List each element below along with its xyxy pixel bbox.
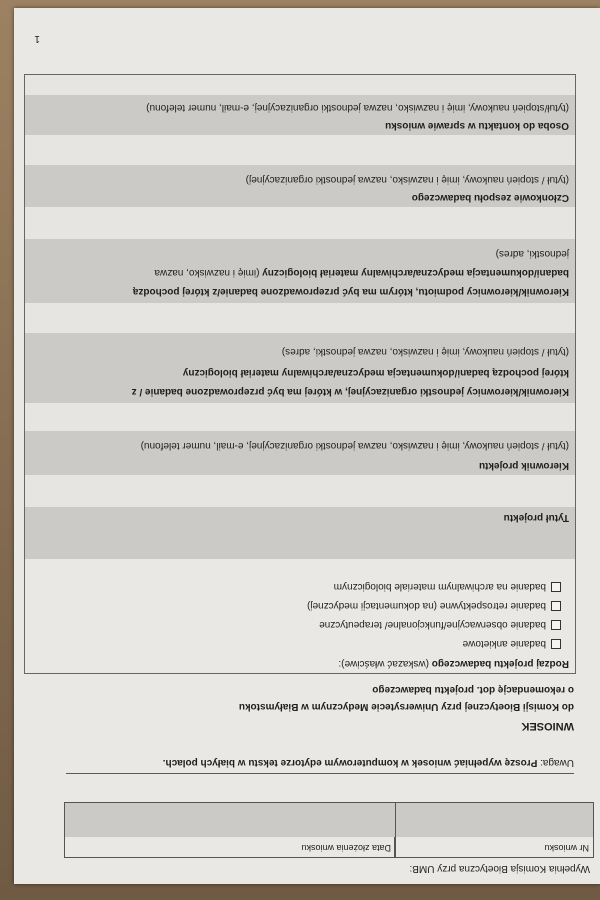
title-line-2: o rekomendację dot. projektu badawczego — [372, 684, 574, 695]
note-divider — [66, 773, 574, 774]
entity-head-hint-b: jednostki, adres) — [495, 248, 569, 259]
contact-hint: (tytuł/stopień naukowy, imię i nazwisko, nazwa jednostki organizacyjnej, e-mail, numer telefonu) — [146, 102, 569, 113]
project-type-hint: (wskazać właściwe): — [338, 658, 429, 669]
contact-row — [25, 94, 575, 135]
entity-head-line-2: badani/dokumentacja medyczna/archiwalny materiał biologiczny — [262, 267, 569, 278]
unit-head-hint: (tytuł / stopień naukowy, imię i nazwisko, nazwa jednostki, adres) — [281, 346, 569, 357]
note-text: Proszę wypełniać wniosek w komputerowym edytorze tekstu w białych polach. — [162, 757, 538, 768]
manager-heading: Kierownik projektu — [478, 460, 569, 471]
unit-head-row — [25, 332, 575, 403]
application-number-label: Nr wniosku — [544, 843, 589, 853]
team-heading: Członkowie zespołu badawczego — [411, 192, 569, 203]
checkbox[interactable] — [551, 582, 561, 592]
submission-date-box — [64, 802, 396, 858]
entity-head-line-1: Kierownik/kierownicy podmiotu, którym ma być przeprowadzone badanie/z której pochodzą — [132, 286, 569, 297]
umb-fill-label: Wypełnia Komisja Bioetyczna przy UMB: — [409, 863, 590, 874]
manager-field[interactable] — [25, 402, 575, 431]
team-hint: (tytuł / stopień naukowy, imię i nazwisko, nazwa jednostki organizacyjnej) — [245, 174, 569, 185]
contact-heading: Osoba do kontaktu w sprawie wniosku — [385, 120, 569, 131]
page-number: 1 — [34, 33, 40, 44]
team-row — [25, 164, 575, 207]
submission-date-label: Data złożenia wniosku — [301, 843, 391, 853]
checkbox[interactable] — [551, 639, 561, 649]
application-number-field[interactable] — [395, 803, 593, 837]
project-title-field[interactable] — [25, 474, 575, 507]
project-type-input[interactable] — [25, 526, 575, 559]
document-title: WNIOSEK — [521, 720, 574, 732]
unit-head-line-2: której pochodzą badani/dokumentacja medyczna/archiwalny materiał biologiczny — [182, 367, 569, 378]
contact-field[interactable] — [25, 75, 575, 95]
entity-head-field[interactable] — [25, 206, 575, 239]
unit-head-field[interactable] — [25, 302, 575, 333]
title-line-1: do Komisji Bioetycznej przy Uniwersytecie Medycznym w Białymstoku — [238, 701, 574, 712]
project-type-heading: Rodzaj projektu badawczego — [431, 658, 569, 669]
option-survey[interactable]: badanie ankietowe — [463, 638, 561, 649]
application-number-box — [394, 802, 594, 858]
team-field[interactable] — [25, 134, 575, 165]
form-table — [24, 74, 576, 674]
entity-head-hint-a: (imię i nazwisko, nazwa — [154, 267, 260, 278]
document-page — [14, 8, 600, 884]
note — [163, 757, 574, 768]
option-observational[interactable]: badanie obserwacyjne/funkcjonalne/ terapeutyczne — [319, 619, 561, 630]
project-title-row — [25, 506, 575, 527]
manager-hint: (tytuł / stopień naukowy, imię i nazwisko, nazwa jednostki organizacyjnej, e-mail, numer telefonu) — [140, 440, 569, 451]
entity-head-row — [25, 238, 575, 303]
checkbox[interactable] — [551, 601, 561, 611]
project-title-label: Tytuł projektu — [503, 512, 569, 523]
project-type-section — [25, 558, 575, 673]
checkbox[interactable] — [551, 620, 561, 630]
manager-row — [25, 430, 575, 475]
submission-date-field[interactable] — [65, 803, 395, 837]
note-prefix: Uwaga: — [540, 757, 574, 768]
project-type-title — [338, 658, 569, 669]
option-retrospective[interactable]: badanie retrospektywne (na dokumentacji medycznej) — [307, 600, 561, 611]
unit-head-line-1: Kierownik/kierownicy jednostki organizacyjnej, w której ma być przeprowadzone badanie / z — [131, 386, 569, 397]
entity-head-line-2-wrap — [154, 267, 569, 278]
option-archival[interactable]: badanie na archiwalnym materiale biologicznym — [334, 581, 561, 592]
